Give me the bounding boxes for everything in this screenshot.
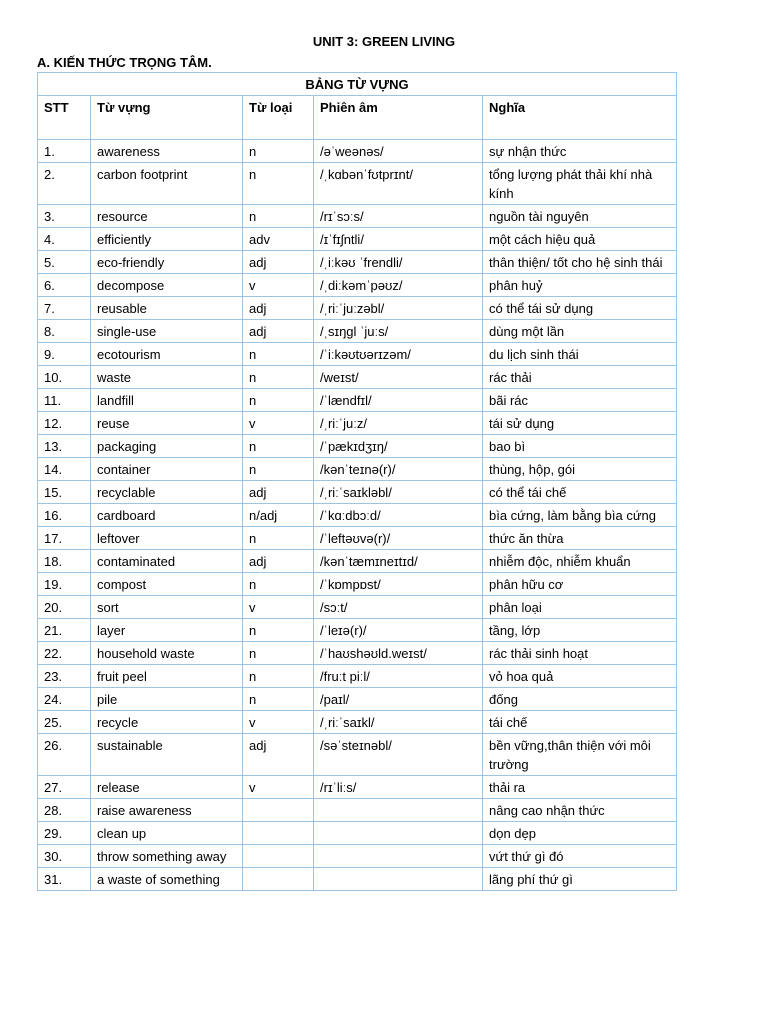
- cell-word: recycle: [91, 711, 243, 734]
- table-row: [38, 435, 677, 458]
- header-word-class: Từ loại: [243, 96, 314, 140]
- cell-meaning: tái chế: [483, 711, 677, 734]
- cell-word: a waste of something: [91, 868, 243, 891]
- cell-pronunciation: /ˈkɑːdbɔːd/: [314, 504, 483, 527]
- cell-meaning: nhiễm độc, nhiễm khuẩn: [483, 550, 677, 573]
- cell-word: reuse: [91, 412, 243, 435]
- cell-stt: 29.: [38, 822, 91, 845]
- header-word: Từ vựng: [91, 96, 243, 140]
- cell-pronunciation: [314, 799, 483, 822]
- cell-word-class: [243, 868, 314, 891]
- cell-word: reusable: [91, 297, 243, 320]
- cell-pronunciation: /ˈkɒmpɒst/: [314, 573, 483, 596]
- cell-pronunciation: /weɪst/: [314, 366, 483, 389]
- cell-meaning: rác thải: [483, 366, 677, 389]
- cell-word-class: n: [243, 140, 314, 163]
- table-row: [38, 205, 677, 228]
- cell-pronunciation: /ɪˈfɪʃntli/: [314, 228, 483, 251]
- table-row: [38, 868, 677, 891]
- cell-stt: 12.: [38, 412, 91, 435]
- cell-meaning: dùng một lần: [483, 320, 677, 343]
- cell-meaning: nguồn tài nguyên: [483, 205, 677, 228]
- cell-pronunciation: /rɪˈsɔːs/: [314, 205, 483, 228]
- cell-word: layer: [91, 619, 243, 642]
- cell-word: contaminated: [91, 550, 243, 573]
- cell-word-class: adv: [243, 228, 314, 251]
- table-row: [38, 274, 677, 297]
- cell-pronunciation: /fruːt piːl/: [314, 665, 483, 688]
- cell-stt: 19.: [38, 573, 91, 596]
- table-row: [38, 366, 677, 389]
- cell-stt: 1.: [38, 140, 91, 163]
- cell-stt: 15.: [38, 481, 91, 504]
- cell-word-class: n: [243, 665, 314, 688]
- cell-meaning: dọn dẹp: [483, 822, 677, 845]
- cell-meaning: bền vững,thân thiện với môi trường: [483, 734, 677, 776]
- table-row: [38, 619, 677, 642]
- cell-word-class: n: [243, 688, 314, 711]
- cell-word: cardboard: [91, 504, 243, 527]
- cell-pronunciation: /ˌriːˈjuːz/: [314, 412, 483, 435]
- cell-stt: 2.: [38, 163, 91, 205]
- table-row: [38, 845, 677, 868]
- cell-word: landfill: [91, 389, 243, 412]
- cell-word: decompose: [91, 274, 243, 297]
- cell-word-class: n: [243, 343, 314, 366]
- cell-pronunciation: /ˌkɑbənˈfʊtprɪnt/: [314, 163, 483, 205]
- unit-title: UNIT 3: GREEN LIVING: [312, 34, 456, 49]
- table-row: [38, 734, 677, 776]
- cell-word: raise awareness: [91, 799, 243, 822]
- cell-meaning: rác thải sinh hoạt: [483, 642, 677, 665]
- cell-word-class: adj: [243, 481, 314, 504]
- cell-pronunciation: [314, 868, 483, 891]
- cell-word: sort: [91, 596, 243, 619]
- cell-meaning: một cách hiệu quả: [483, 228, 677, 251]
- table-row: [38, 776, 677, 799]
- cell-word-class: v: [243, 274, 314, 297]
- cell-word: packaging: [91, 435, 243, 458]
- cell-stt: 7.: [38, 297, 91, 320]
- cell-word-class: n: [243, 642, 314, 665]
- cell-word-class: n: [243, 205, 314, 228]
- cell-word: resource: [91, 205, 243, 228]
- cell-word-class: adj: [243, 297, 314, 320]
- cell-meaning: thùng, hộp, gói: [483, 458, 677, 481]
- cell-word-class: adj: [243, 550, 314, 573]
- cell-stt: 20.: [38, 596, 91, 619]
- cell-meaning: thân thiện/ tốt cho hệ sinh thái: [483, 251, 677, 274]
- cell-pronunciation: /ˌiːkəʊ ˈfrendli/: [314, 251, 483, 274]
- table-row: [38, 711, 677, 734]
- cell-word-class: n: [243, 527, 314, 550]
- table-row: [38, 343, 677, 366]
- cell-pronunciation: /paɪl/: [314, 688, 483, 711]
- cell-word-class: n: [243, 458, 314, 481]
- cell-stt: 4.: [38, 228, 91, 251]
- cell-pronunciation: /ˈpækɪdʒɪŋ/: [314, 435, 483, 458]
- cell-meaning: có thể tái sử dụng: [483, 297, 677, 320]
- cell-stt: 10.: [38, 366, 91, 389]
- table-row: [38, 320, 677, 343]
- cell-pronunciation: /kənˈtæmɪneɪtɪd/: [314, 550, 483, 573]
- cell-word: recyclable: [91, 481, 243, 504]
- table-row: [38, 297, 677, 320]
- cell-word-class: n: [243, 573, 314, 596]
- cell-meaning: tổng lượng phát thải khí nhà kính: [483, 163, 677, 205]
- cell-word-class: [243, 822, 314, 845]
- cell-word-class: n: [243, 366, 314, 389]
- cell-pronunciation: /kənˈteɪnə(r)/: [314, 458, 483, 481]
- cell-meaning: phân huỷ: [483, 274, 677, 297]
- cell-word-class: n: [243, 435, 314, 458]
- cell-word-class: adj: [243, 251, 314, 274]
- cell-stt: 6.: [38, 274, 91, 297]
- cell-word-class: n: [243, 389, 314, 412]
- vocabulary-table: [37, 72, 677, 891]
- table-row: [38, 163, 677, 205]
- cell-meaning: đống: [483, 688, 677, 711]
- table-row: [38, 412, 677, 435]
- cell-meaning: phân hữu cơ: [483, 573, 677, 596]
- cell-pronunciation: /ˌriːˈsaɪkl/: [314, 711, 483, 734]
- cell-stt: 9.: [38, 343, 91, 366]
- table-row: [38, 822, 677, 845]
- table-row: [38, 573, 677, 596]
- table-row: [38, 596, 677, 619]
- cell-stt: 11.: [38, 389, 91, 412]
- cell-pronunciation: /ˌdiːkəmˈpəʊz/: [314, 274, 483, 297]
- cell-pronunciation: /ˈleɪə(r)/: [314, 619, 483, 642]
- cell-word: throw something away: [91, 845, 243, 868]
- cell-meaning: tầng, lớp: [483, 619, 677, 642]
- cell-meaning: du lịch sinh thái: [483, 343, 677, 366]
- cell-stt: 24.: [38, 688, 91, 711]
- table-row: [38, 642, 677, 665]
- cell-stt: 5.: [38, 251, 91, 274]
- cell-pronunciation: /ˌsɪŋɡl ˈjuːs/: [314, 320, 483, 343]
- cell-word: carbon footprint: [91, 163, 243, 205]
- cell-meaning: sự nhận thức: [483, 140, 677, 163]
- cell-word: eco-friendly: [91, 251, 243, 274]
- cell-stt: 23.: [38, 665, 91, 688]
- cell-word: efficiently: [91, 228, 243, 251]
- cell-word: awareness: [91, 140, 243, 163]
- table-row: [38, 799, 677, 822]
- cell-word: release: [91, 776, 243, 799]
- table-row: [38, 504, 677, 527]
- cell-pronunciation: [314, 822, 483, 845]
- table-row: [38, 389, 677, 412]
- cell-word: compost: [91, 573, 243, 596]
- cell-meaning: vứt thứ gì đó: [483, 845, 677, 868]
- cell-meaning: nâng cao nhận thức: [483, 799, 677, 822]
- cell-meaning: có thể tái chế: [483, 481, 677, 504]
- header-stt: STT: [38, 96, 91, 140]
- cell-stt: 8.: [38, 320, 91, 343]
- header-pronunciation: Phiên âm: [314, 96, 483, 140]
- table-header-row: [38, 96, 677, 140]
- cell-word-class: n/adj: [243, 504, 314, 527]
- cell-meaning: vỏ hoa quả: [483, 665, 677, 688]
- cell-stt: 27.: [38, 776, 91, 799]
- cell-pronunciation: /ˈhaʊshəʊld.weɪst/: [314, 642, 483, 665]
- cell-word-class: n: [243, 619, 314, 642]
- cell-pronunciation: /ˌriːˈsaɪkləbl/: [314, 481, 483, 504]
- cell-meaning: lãng phí thứ gì: [483, 868, 677, 891]
- cell-word-class: v: [243, 776, 314, 799]
- cell-word: waste: [91, 366, 243, 389]
- cell-meaning: bìa cứng, làm bằng bìa cứng: [483, 504, 677, 527]
- table-row: [38, 140, 677, 163]
- cell-stt: 3.: [38, 205, 91, 228]
- cell-stt: 16.: [38, 504, 91, 527]
- cell-pronunciation: /səˈsteɪnəbl/: [314, 734, 483, 776]
- table-row: [38, 550, 677, 573]
- cell-word-class: [243, 845, 314, 868]
- cell-stt: 18.: [38, 550, 91, 573]
- cell-word-class: v: [243, 412, 314, 435]
- table-row: [38, 527, 677, 550]
- cell-stt: 31.: [38, 868, 91, 891]
- cell-meaning: bãi rác: [483, 389, 677, 412]
- cell-word: pile: [91, 688, 243, 711]
- cell-word-class: adj: [243, 734, 314, 776]
- table-row: [38, 251, 677, 274]
- table-body: [38, 140, 677, 891]
- cell-word-class: v: [243, 596, 314, 619]
- table-row: [38, 228, 677, 251]
- table-caption: BẢNG TỪ VỰNG: [38, 73, 677, 96]
- table-row: [38, 688, 677, 711]
- cell-word: ecotourism: [91, 343, 243, 366]
- cell-word: sustainable: [91, 734, 243, 776]
- cell-stt: 22.: [38, 642, 91, 665]
- cell-stt: 30.: [38, 845, 91, 868]
- cell-pronunciation: /sɔːt/: [314, 596, 483, 619]
- table-row: [38, 458, 677, 481]
- cell-meaning: thức ăn thừa: [483, 527, 677, 550]
- cell-word: clean up: [91, 822, 243, 845]
- cell-word-class: [243, 799, 314, 822]
- table-row: [38, 665, 677, 688]
- cell-stt: 28.: [38, 799, 91, 822]
- cell-word: household waste: [91, 642, 243, 665]
- cell-pronunciation: /ˈlændfɪl/: [314, 389, 483, 412]
- cell-meaning: tái sử dụng: [483, 412, 677, 435]
- header-meaning: Nghĩa: [483, 96, 677, 140]
- cell-word: single-use: [91, 320, 243, 343]
- table-row: [38, 481, 677, 504]
- cell-meaning: phân loại: [483, 596, 677, 619]
- cell-pronunciation: /əˈweənəs/: [314, 140, 483, 163]
- cell-pronunciation: [314, 845, 483, 868]
- cell-pronunciation: /ˈleftəʊvə(r)/: [314, 527, 483, 550]
- cell-word: leftover: [91, 527, 243, 550]
- cell-word-class: v: [243, 711, 314, 734]
- cell-pronunciation: /ˌriːˈjuːzəbl/: [314, 297, 483, 320]
- section-title: A. KIẾN THỨC TRỌNG TÂM.: [37, 55, 212, 70]
- cell-word-class: adj: [243, 320, 314, 343]
- cell-word: fruit peel: [91, 665, 243, 688]
- cell-stt: 26.: [38, 734, 91, 776]
- cell-stt: 21.: [38, 619, 91, 642]
- cell-stt: 17.: [38, 527, 91, 550]
- cell-meaning: thải ra: [483, 776, 677, 799]
- cell-pronunciation: /ˈiːkəʊtʊərɪzəm/: [314, 343, 483, 366]
- cell-stt: 14.: [38, 458, 91, 481]
- cell-word: container: [91, 458, 243, 481]
- cell-stt: 25.: [38, 711, 91, 734]
- cell-pronunciation: /rɪˈliːs/: [314, 776, 483, 799]
- cell-stt: 13.: [38, 435, 91, 458]
- cell-word-class: n: [243, 163, 314, 205]
- cell-meaning: bao bì: [483, 435, 677, 458]
